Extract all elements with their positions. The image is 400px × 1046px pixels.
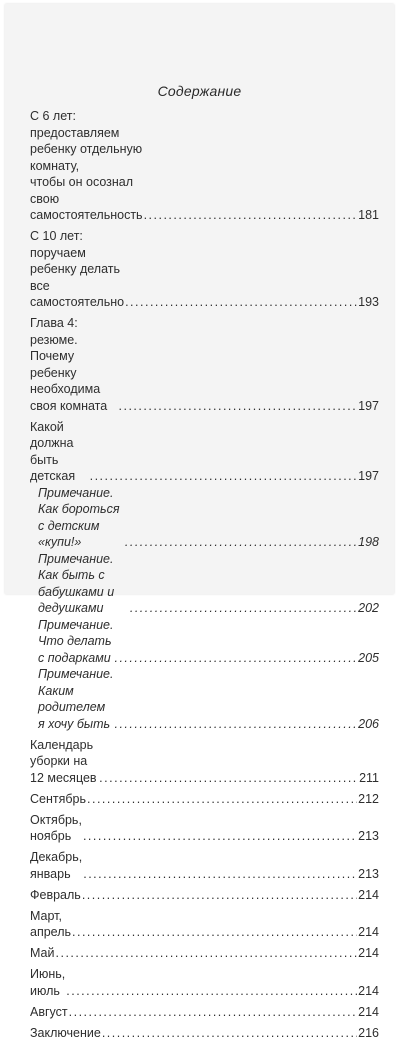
toc-page-number: 206 bbox=[358, 716, 379, 731]
toc-leader-dots bbox=[82, 887, 357, 904]
toc-entry bbox=[30, 1025, 379, 1042]
toc-leader-dots bbox=[90, 468, 358, 485]
toc-page-number: 181 bbox=[358, 208, 379, 222]
toc-entry-title: Март, апрель bbox=[30, 908, 72, 939]
toc-subentry bbox=[30, 485, 379, 551]
toc-entry bbox=[30, 1004, 379, 1021]
toc-entry-title: Календарь уборки на 12 месяцев bbox=[30, 737, 97, 785]
toc-entry-title: Июнь, июль bbox=[30, 967, 66, 998]
toc-leader-dots bbox=[56, 945, 358, 962]
toc-subentry bbox=[30, 617, 379, 667]
toc-leader-dots bbox=[99, 770, 358, 787]
toc-leader-dots bbox=[125, 534, 357, 551]
toc-page-number: 197 bbox=[358, 469, 379, 483]
toc-leader-dots bbox=[114, 716, 357, 733]
toc-page-number: 193 bbox=[358, 295, 379, 309]
toc-page-number: 216 bbox=[358, 1025, 379, 1040]
toc-entry bbox=[30, 108, 379, 224]
toc-leader-dots bbox=[87, 791, 357, 808]
toc-leader-dots bbox=[125, 294, 357, 311]
toc-entry bbox=[30, 887, 379, 904]
toc-entry-title: Примечание. Каким родителем я хочу быть bbox=[38, 667, 114, 731]
toc-entry-title: Май bbox=[30, 946, 55, 960]
toc-entry-title: Февраль bbox=[30, 887, 81, 902]
toc-entry-title: Какой должна быть детская bbox=[30, 419, 76, 483]
toc-entry-title: Декабрь, январь bbox=[30, 850, 83, 881]
toc-entry-title: Примечание. Как быть с бабушками и дедушками bbox=[38, 551, 115, 615]
toc-subentry bbox=[30, 551, 379, 617]
toc-entry-title: Примечание. Что делать с подарками bbox=[38, 617, 114, 665]
toc-leader-dots bbox=[83, 828, 357, 845]
toc-page-number: 205 bbox=[358, 650, 379, 665]
toc-entry bbox=[30, 966, 379, 999]
toc-page-number: 214 bbox=[358, 925, 379, 939]
page-title: Содержание bbox=[157, 83, 242, 99]
toc-entry bbox=[30, 737, 379, 787]
toc-leader-dots bbox=[144, 207, 358, 224]
toc-entry bbox=[30, 791, 379, 808]
toc-page-number: 213 bbox=[358, 866, 379, 881]
toc-entry bbox=[30, 908, 379, 941]
toc-page-number: 212 bbox=[358, 791, 379, 806]
toc-page-number: 213 bbox=[358, 829, 379, 843]
toc-page-number: 197 bbox=[358, 398, 379, 413]
toc-page-number: 198 bbox=[358, 535, 379, 549]
toc-leader-dots bbox=[83, 866, 357, 883]
toc-page-number: 211 bbox=[359, 770, 379, 785]
toc-page-number: 214 bbox=[358, 946, 379, 960]
toc-leader-dots bbox=[119, 398, 358, 415]
toc-page-number: 202 bbox=[358, 601, 379, 615]
toc-leader-dots bbox=[72, 924, 357, 941]
toc-leader-dots bbox=[102, 1025, 357, 1042]
toc-entry bbox=[30, 315, 379, 414]
toc-entry bbox=[30, 419, 379, 485]
toc-entry-title: С 6 лет: предоставляем ребенку отдельную комнату, чтобы он осознал свою самостоятельность bbox=[30, 109, 143, 222]
toc-entry bbox=[30, 812, 379, 845]
toc-leader-dots bbox=[130, 600, 357, 617]
toc-entry-title: С 10 лет: поручаем ребенку делать все самостоятельно bbox=[30, 229, 125, 309]
toc-entry-title: Заключение bbox=[30, 1025, 101, 1040]
toc-entry-title: Сентябрь bbox=[30, 791, 86, 806]
table-of-contents bbox=[30, 108, 379, 1046]
toc-entry-title: Глава 4: резюме. Почему ребенку необходима своя комната bbox=[30, 316, 108, 413]
toc-page-number: 214 bbox=[358, 887, 379, 902]
toc-page-number: 214 bbox=[358, 1004, 379, 1019]
toc-entry bbox=[30, 849, 379, 882]
toc-entry-title: Август bbox=[30, 1004, 68, 1019]
toc-leader-dots bbox=[69, 1004, 358, 1021]
toc-entry-title: Примечание. Как бороться с детским «купи!» bbox=[38, 485, 120, 549]
book-page bbox=[5, 4, 394, 1040]
toc-page-number: 214 bbox=[358, 983, 379, 998]
toc-entry-title: Октябрь, ноябрь bbox=[30, 812, 82, 843]
toc-subentry bbox=[30, 666, 379, 732]
toc-leader-dots bbox=[114, 650, 357, 667]
toc-entry bbox=[30, 228, 379, 311]
toc-leader-dots bbox=[66, 983, 357, 1000]
toc-entry bbox=[30, 945, 379, 962]
